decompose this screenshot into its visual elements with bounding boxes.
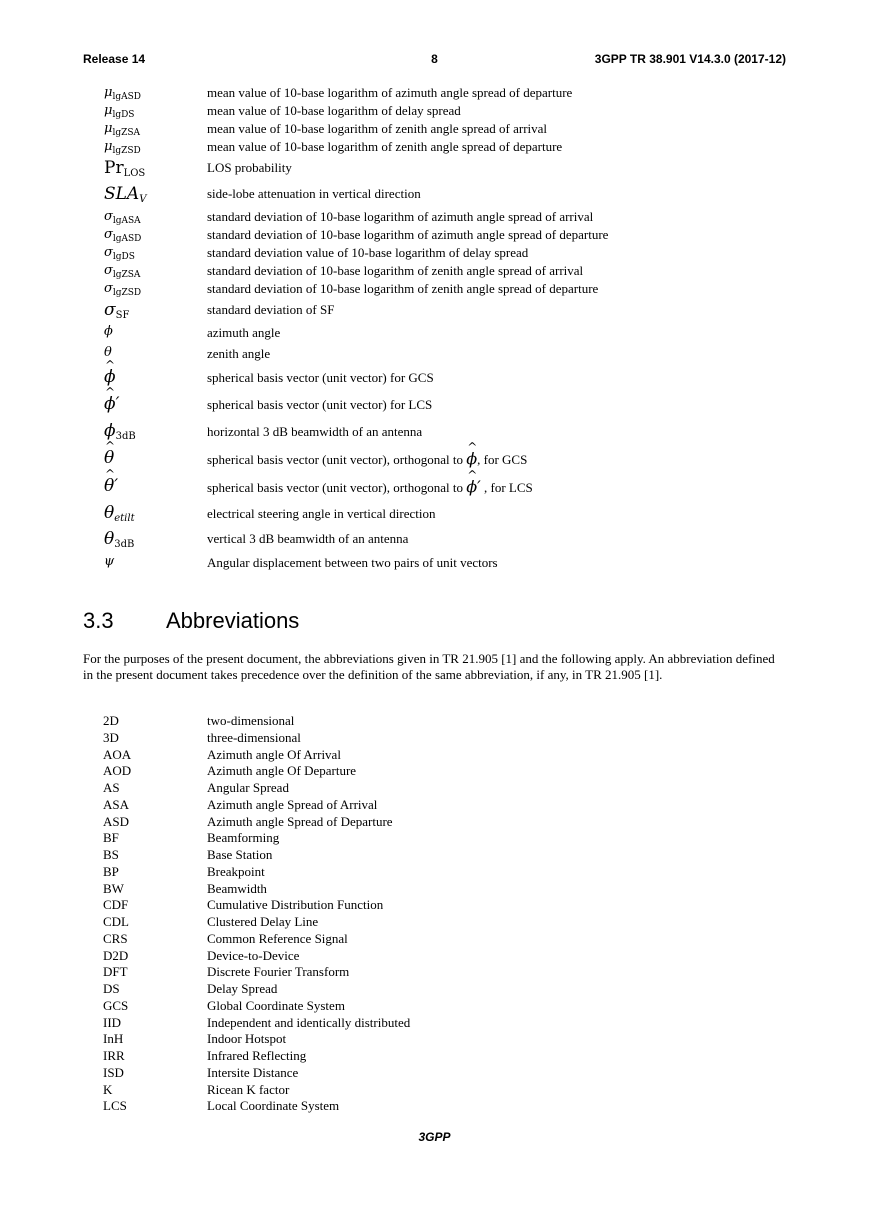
symbol: ϕ [104, 324, 113, 339]
symbol-row [104, 138, 804, 156]
symbol: $\theta_{etilt}$ [104, 503, 135, 524]
section-intro: For the purposes of the present document, the abbreviations given in TR 21.905 [1] and the following apply. An abbreviation defined in the present document takes precedence over the definition of the same abbreviation, if any, in TR 21.905 [1]. [83, 651, 775, 682]
list-item [103, 964, 703, 981]
symbol-description: horizontal 3 dB beamwidth of an antenna [207, 423, 423, 439]
symbol-row [104, 364, 804, 391]
symbol: $\mu_{lgDS}$ [104, 102, 135, 120]
symbols-table [104, 84, 804, 573]
symbol-row [104, 322, 804, 343]
abbreviation: ISD [103, 1064, 124, 1080]
symbol-description: standard deviation of 10-base logarithm of zenith angle spread of departure [207, 281, 599, 296]
symbol-row [104, 84, 804, 102]
symbol: $\sigma_{lgZSA}$ [104, 262, 141, 280]
symbol-description: side-lobe attenuation in vertical direction [207, 186, 421, 201]
symbol-description: mean value of 10-base logarithm of delay spread [207, 103, 461, 118]
symbol-row [104, 526, 804, 552]
symbol-description: mean value of 10-base logarithm of azimuth angle spread of departure [207, 85, 573, 100]
symbol: $\sigma_{lgZSD}$ [104, 280, 142, 298]
symbol: ψ [104, 554, 115, 569]
abbreviation: BP [103, 863, 119, 879]
symbol: $\mu_{lgZSD}$ [104, 138, 141, 156]
symbol: $\mu_{lgZSA}$ [104, 120, 141, 138]
symbol-description: standard deviation of 10-base logarithm of azimuth angle spread of departure [207, 227, 609, 242]
symbol-description: standard deviation of 10-base logarithm of zenith angle spread of arrival [207, 263, 584, 278]
symbol-description: Angular displacement between two pairs of unit vectors [207, 554, 498, 570]
symbol-description: spherical basis vector (unit vector) for GCS [207, 369, 434, 385]
abbreviation-meaning: Local Coordinate System [207, 1098, 340, 1114]
page-number: 8 [431, 52, 438, 66]
list-item [103, 897, 703, 914]
list-item [103, 1015, 703, 1032]
symbol: $\mu_{lgASD}$ [104, 84, 141, 102]
symbol: $\phi_{3dB}$ [104, 421, 136, 442]
symbol-description: electrical steering angle in vertical direction [207, 505, 436, 521]
symbol-description: spherical basis vector (unit vector), orthogonal to ^ ϕ, for GCS [207, 449, 804, 468]
abbreviation: AOD [103, 763, 132, 779]
symbol-row [104, 208, 804, 226]
abbreviation: BS [103, 847, 119, 862]
abbreviation-meaning: Breakpoint [207, 863, 265, 879]
abbreviation-meaning: Device-to-Device [207, 947, 300, 963]
section-heading [83, 608, 299, 634]
symbol-description: spherical basis vector (unit vector) for LCS [207, 396, 433, 412]
abbreviation: ASD [103, 813, 130, 829]
symbol-row [104, 180, 804, 208]
abbreviation: IID [103, 1014, 122, 1030]
list-item [103, 931, 703, 948]
section-title: Abbreviations [166, 608, 300, 633]
list-item [103, 1082, 703, 1099]
abbreviation-meaning: Ricean K factor [207, 1081, 290, 1097]
abbreviation: InH [103, 1031, 124, 1047]
list-item [103, 763, 703, 780]
symbol: ^ ϕ′ [104, 394, 207, 415]
abbreviation-meaning: Global Coordinate System [207, 997, 345, 1013]
symbol-row [104, 472, 804, 501]
symbol: ^ θ [104, 448, 207, 469]
symbol: $\sigma_{lgDS}$ [104, 244, 135, 262]
symbol-row [104, 445, 804, 472]
list-item [103, 1031, 703, 1048]
abbreviation: IRR [103, 1048, 125, 1063]
abbreviation: AS [103, 780, 120, 795]
abbreviation-meaning: Clustered Delay Line [207, 914, 319, 929]
abbreviation-meaning: Delay Spread [207, 981, 278, 996]
symbol: ^ θ′ [104, 476, 207, 497]
abbreviation: BW [103, 880, 124, 896]
abbreviation-meaning: Azimuth angle Of Arrival [207, 746, 341, 762]
page-footer: 3GPP [418, 1130, 451, 1144]
abbreviation-meaning: Cumulative Distribution Function [207, 897, 384, 913]
list-item [103, 730, 703, 747]
list-item [103, 797, 703, 814]
abbreviation-meaning: three-dimensional [207, 729, 301, 745]
document-id: 3GPP TR 38.901 V14.3.0 (2017-12) [594, 52, 786, 66]
abbreviation-meaning: Azimuth angle Spread of Departure [207, 813, 393, 829]
abbreviation: K [103, 1081, 113, 1097]
abbreviation-meaning: Discrete Fourier Transform [207, 964, 350, 980]
symbol-description: zenith angle [207, 345, 271, 361]
symbol: $\sigma_{SF}$ [104, 299, 130, 321]
abbreviations-list [103, 713, 703, 1115]
symbol-description: standard deviation value of 10-base logarithm of delay spread [207, 245, 529, 260]
abbreviation: AOA [103, 746, 132, 762]
symbol-row [104, 391, 804, 418]
abbreviation: 2D [103, 713, 119, 728]
list-item [103, 830, 703, 847]
release-label: Release 14 [83, 52, 146, 66]
list-item [103, 1065, 703, 1082]
list-item [103, 948, 703, 965]
abbreviation: DS [103, 981, 120, 996]
list-item [103, 747, 703, 764]
symbol: $Pr_{LOS}$ [104, 157, 146, 179]
symbol-description: mean value of 10-base logarithm of zenith angle spread of arrival [207, 121, 548, 136]
abbreviation: 3D [103, 729, 119, 745]
abbreviation-meaning: Beamforming [207, 830, 280, 846]
symbol-row [104, 552, 804, 573]
symbol: $\sigma_{lgASA}$ [104, 208, 141, 226]
abbreviation-meaning: Azimuth angle Spread of Arrival [207, 796, 378, 812]
symbol-description: vertical 3 dB beamwidth of an antenna [207, 531, 409, 546]
symbol: ^ ϕ [104, 367, 207, 388]
symbol: $\sigma_{lgASD}$ [104, 226, 142, 244]
symbol-description: standard deviation of 10-base logarithm of azimuth angle spread of arrival [207, 209, 594, 224]
symbol-row [104, 156, 804, 180]
symbol-row [104, 280, 804, 298]
page-header [83, 52, 786, 68]
symbol-row [104, 102, 804, 120]
symbol-row [104, 343, 804, 364]
symbol: $SLA_V$ [104, 183, 147, 205]
symbol-row [104, 501, 804, 526]
symbol-description: LOS probability [207, 160, 292, 175]
abbreviation: GCS [103, 997, 129, 1013]
section-number: 3.3 [83, 608, 114, 633]
abbreviation: LCS [103, 1098, 127, 1114]
abbreviation: ASA [103, 796, 130, 812]
list-item [103, 881, 703, 898]
abbreviation-meaning: Base Station [207, 847, 273, 862]
abbreviation: D2D [103, 947, 129, 963]
abbreviation: CRS [103, 930, 128, 946]
symbol-description: spherical basis vector (unit vector), orthogonal to ^ ϕ′ , for LCS [207, 477, 804, 496]
list-item [103, 1098, 703, 1115]
list-item [103, 847, 703, 864]
abbreviation: CDF [103, 897, 129, 913]
abbreviation-meaning: Beamwidth [207, 880, 267, 896]
list-item [103, 914, 703, 931]
list-item [103, 998, 703, 1015]
symbol-description: standard deviation of SF [207, 302, 335, 317]
symbol-row [104, 262, 804, 280]
symbol-row [104, 298, 804, 322]
abbreviation-meaning: Intersite Distance [207, 1064, 299, 1080]
symbol-row [104, 226, 804, 244]
abbreviation-meaning: Common Reference Signal [207, 930, 348, 946]
symbol-row [104, 418, 804, 445]
list-item [103, 864, 703, 881]
abbreviation-meaning: Indoor Hotspot [207, 1031, 287, 1047]
symbol-description: azimuth angle [207, 324, 281, 340]
symbol: $\theta_{3dB}$ [104, 528, 135, 550]
list-item [103, 713, 703, 730]
abbreviation-meaning: Infrared Reflecting [207, 1048, 307, 1063]
abbreviation-meaning: Azimuth angle Of Departure [207, 763, 357, 779]
symbol-description: mean value of 10-base logarithm of zenith angle spread of departure [207, 139, 563, 154]
symbol: θ [104, 345, 112, 360]
abbreviation-meaning: two-dimensional [207, 713, 295, 728]
list-item [103, 981, 703, 998]
abbreviation: CDL [103, 914, 129, 929]
symbol-row [104, 120, 804, 138]
symbol-row [104, 244, 804, 262]
abbreviation: BF [103, 830, 119, 846]
abbreviation-meaning: Angular Spread [207, 780, 289, 795]
list-item [103, 780, 703, 797]
list-item [103, 1048, 703, 1065]
abbreviation: DFT [103, 964, 128, 980]
abbreviation-meaning: Independent and identically distributed [207, 1014, 411, 1030]
list-item [103, 814, 703, 831]
